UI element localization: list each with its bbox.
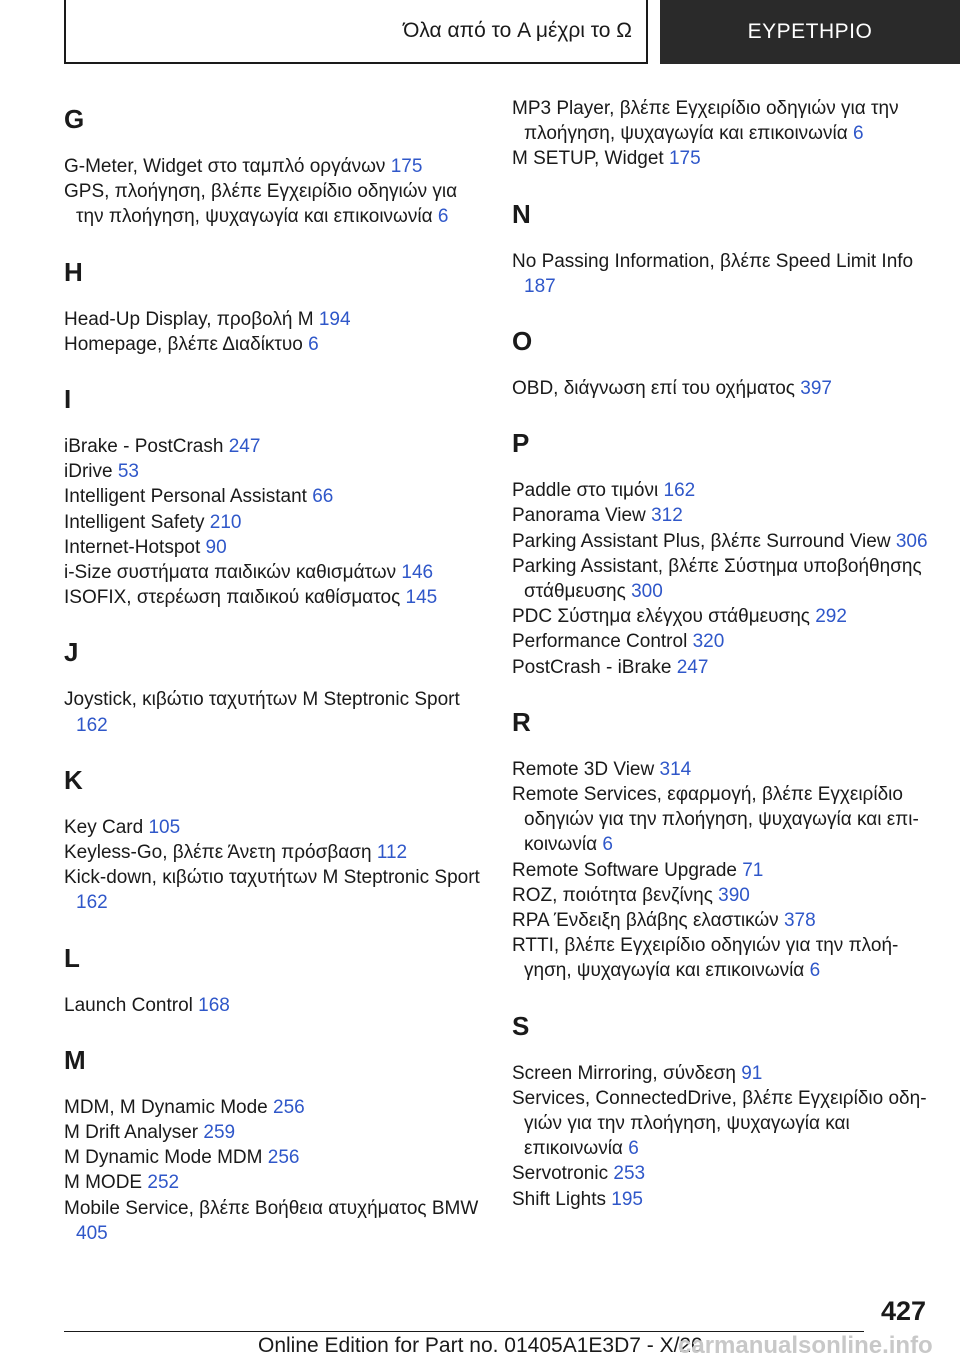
page-link[interactable]: 397 [800, 378, 832, 400]
entry-text: RPA Ένδειξη βλάβης ελαστικών [512, 910, 779, 932]
section-letter-h: H [64, 256, 83, 287]
index-entry [512, 782, 932, 858]
page-link[interactable]: 378 [783, 910, 816, 932]
index-entry [512, 96, 932, 146]
page-link[interactable]: 314 [659, 758, 692, 780]
section-letter-k: K [64, 764, 83, 795]
index-entry [64, 865, 484, 915]
index-entry [64, 1196, 484, 1246]
header-tabs [64, 0, 960, 64]
page-link[interactable]: 53 [117, 461, 139, 483]
section-letter-p: P [512, 428, 530, 459]
index-entry [64, 1120, 484, 1145]
page-link[interactable]: 90 [205, 536, 227, 558]
index-entry [512, 655, 932, 680]
section-letter-r: R [512, 706, 531, 737]
entry-text: Key Card [64, 816, 144, 838]
entry-text: MP3 Player, βλέπε Εγχειρίδιο οδηγιών για την πλοήγηση, ψυχαγωγία και επικοινωνία [512, 98, 899, 145]
entry-text: Panorama View [512, 505, 646, 527]
entry-text: iDrive [64, 461, 113, 483]
index-entry [64, 1145, 484, 1170]
entry-text: ROZ, ποιότητα βενζίνης [512, 884, 713, 906]
index-entry [64, 815, 484, 840]
page-link[interactable]: 145 [405, 587, 438, 609]
index-entry [512, 249, 932, 299]
index-entry [64, 1095, 484, 1120]
page-link[interactable]: 210 [209, 511, 242, 533]
page-link[interactable]: 194 [318, 308, 351, 330]
page-link[interactable]: 71 [742, 859, 764, 881]
entry-text: Intelligent Safety [64, 511, 205, 533]
index-entry [512, 1161, 932, 1186]
page-link[interactable]: 175 [390, 156, 423, 177]
entry-text: No Passing Information, βλέπε Speed Limit Info [512, 250, 914, 272]
entry-text: M SETUP, Widget [512, 148, 664, 170]
index-entry [64, 459, 484, 484]
index-entry [512, 478, 932, 503]
entry-text: MDM, M Dynamic Mode [64, 1096, 268, 1118]
page-link[interactable]: 256 [273, 1096, 305, 1118]
entry-text: Keyless-Go, βλέπε Άνετη πρόσβαση [64, 842, 372, 864]
page-link[interactable]: 292 [815, 606, 847, 628]
page-link[interactable]: 6 [853, 123, 864, 145]
entry-text: Remote Software Upgrade [512, 859, 737, 881]
page-link[interactable]: 105 [148, 816, 181, 838]
index-entry [512, 146, 932, 171]
page-link[interactable]: 300 [631, 581, 663, 603]
page-link[interactable]: 390 [718, 884, 750, 906]
entry-text: i-Size συστήματα παιδικών καθισμάτων [64, 562, 397, 584]
entry-text: M Drift Analyser [64, 1122, 199, 1144]
entry-text: Launch Control [64, 994, 193, 1016]
entry-text: OBD, διάγνωση επί του οχήματος [512, 378, 795, 400]
section-letter-m: M [64, 1044, 86, 1075]
index-entry [512, 529, 932, 554]
index-entry [64, 993, 484, 1018]
index-column-left [64, 96, 484, 1246]
entry-text: Parking Assistant, βλέπε Σύστημα υποβοήθησης στάθμευσης [512, 555, 922, 603]
page-link[interactable]: 112 [376, 842, 408, 864]
entry-text: M MODE [64, 1172, 143, 1194]
watermark: carmanualsonline.info [678, 1332, 933, 1359]
tab-a-to-z[interactable]: Όλα από το A μέχρι το Ω [64, 0, 648, 64]
page-link[interactable]: 247 [228, 436, 261, 458]
page-link[interactable]: 259 [203, 1122, 236, 1144]
index-entry [64, 535, 484, 560]
page-link[interactable]: 253 [613, 1163, 646, 1185]
index-entry [512, 858, 932, 883]
page-link[interactable]: 252 [147, 1172, 180, 1194]
section-letter-n: N [512, 198, 531, 229]
section-letter-i: I [64, 384, 72, 415]
entry-text: Parking Assistant Plus, βλέπε Surround View [512, 530, 891, 552]
section-letter-l: L [64, 942, 80, 973]
entry-text: PDC Σύστημα ελέγχου στάθμευσης [512, 606, 810, 628]
entry-text: PostCrash - iBrake [512, 656, 672, 678]
entry-text: Paddle στο τιμόνι [512, 480, 659, 502]
entry-text: Internet-Hotspot [64, 536, 201, 558]
section-letter-j: J [64, 637, 79, 668]
entry-text: Remote 3D View [512, 758, 655, 780]
page-link[interactable]: 6 [628, 1138, 639, 1160]
page-link[interactable]: 162 [76, 892, 108, 914]
index-entry [64, 560, 484, 585]
index-entry [512, 908, 932, 933]
index-entry [512, 1187, 932, 1212]
page-link[interactable]: 146 [401, 562, 434, 584]
page-link[interactable]: 168 [198, 994, 230, 1016]
index-entry [512, 629, 932, 654]
entry-text: Intelligent Personal Assistant [64, 486, 307, 508]
tab-index[interactable]: ΕΥΡΕΤΗΡΙΟ [660, 0, 960, 64]
index-entry [64, 307, 484, 332]
page-link[interactable]: 175 [668, 148, 701, 170]
page-link[interactable]: 306 [895, 530, 928, 552]
page-link[interactable]: 187 [524, 275, 556, 297]
entry-text: Shift Lights [512, 1188, 606, 1210]
index-entry [64, 179, 484, 229]
page-link[interactable]: 6 [602, 834, 613, 856]
section-letter-o: O [512, 326, 533, 357]
index-entry [64, 840, 484, 865]
entry-text: Mobile Service, βλέπε Βοήθεια ατυχήματος BMW [64, 1197, 479, 1219]
entry-text: iBrake - PostCrash [64, 436, 224, 458]
index-entry [512, 503, 932, 528]
section-letter-s: S [512, 1010, 530, 1041]
entry-text: Joystick, κιβώτιο ταχυτήτων M Steptronic Sport [64, 689, 460, 711]
page-link[interactable]: 320 [692, 631, 725, 653]
index-entry [64, 1170, 484, 1195]
index-entry [64, 585, 484, 610]
index-entry [512, 604, 932, 629]
page-link[interactable]: 6 [809, 960, 821, 982]
page-link[interactable]: 6 [308, 333, 319, 355]
index-entry [64, 154, 484, 179]
entry-text: G-Meter, Widget στο ταμπλό οργάνων [64, 156, 386, 177]
index-entry [64, 332, 484, 357]
page-link[interactable]: 66 [312, 486, 334, 508]
index-entry [512, 757, 932, 782]
section-letter-g: G [64, 104, 85, 134]
index-entry [64, 484, 484, 509]
entry-text: Kick-down, κιβώτιο ταχυτήτων M Steptronic Sport [64, 867, 480, 889]
index-entry [64, 510, 484, 535]
index-entry [64, 687, 484, 737]
page-link[interactable]: 405 [76, 1222, 108, 1244]
page-link[interactable]: 256 [267, 1147, 300, 1169]
index-entry [512, 1086, 932, 1162]
index-column-right [512, 96, 932, 1212]
index-entry [512, 376, 932, 401]
page-link[interactable]: 6 [437, 206, 449, 228]
entry-text: RTTI, βλέπε Εγχειρίδιο οδηγιών για την πλοήγηση, ψυχαγωγία και επικοινωνία [512, 935, 899, 982]
entry-text: Servotronic [512, 1163, 609, 1185]
entry-text: Screen Mirroring, σύνδεση [512, 1062, 736, 1084]
entry-text: M Dynamic Mode MDM [64, 1147, 263, 1169]
index-entry [512, 883, 932, 908]
page-link[interactable]: 247 [676, 656, 709, 678]
index-entry [512, 554, 932, 604]
page-link[interactable]: 312 [651, 505, 683, 527]
page-link[interactable]: 162 [76, 714, 108, 736]
page-link[interactable]: 91 [741, 1062, 763, 1084]
page-link[interactable]: 162 [663, 480, 696, 502]
entry-text: ISOFIX, στερέωση παιδικού καθίσματος [64, 587, 401, 609]
entry-text: Remote Services, εφαρμογή, βλέπε Εγχειρίδιο οδηγιών για την πλοήγηση, ψυχαγωγία και επικοινωνία [512, 784, 919, 856]
index-entry [512, 933, 932, 983]
entry-text: Head-Up Display, προβολή M [64, 308, 314, 330]
entry-text: Homepage, βλέπε Διαδίκτυο [64, 333, 303, 355]
entry-text: Performance Control [512, 631, 688, 653]
edition-info: Online Edition for Part no. 01405A1E3D7 - X/20 [258, 1334, 703, 1357]
index-entry [64, 434, 484, 459]
entry-text: GPS, πλοήγηση, βλέπε Εγχειρίδιο οδηγιών για την πλοήγηση, ψυχαγωγία και επικοινωνία [64, 181, 458, 228]
page-link[interactable]: 195 [611, 1188, 643, 1210]
entry-text: Services, ConnectedDrive, βλέπε Εγχειρίδιο οδηγιών για την πλοήγηση, ψυχαγωγία και επικοινωνία [512, 1087, 927, 1160]
page-number: 427 [880, 1296, 926, 1326]
index-entry [512, 1061, 932, 1086]
